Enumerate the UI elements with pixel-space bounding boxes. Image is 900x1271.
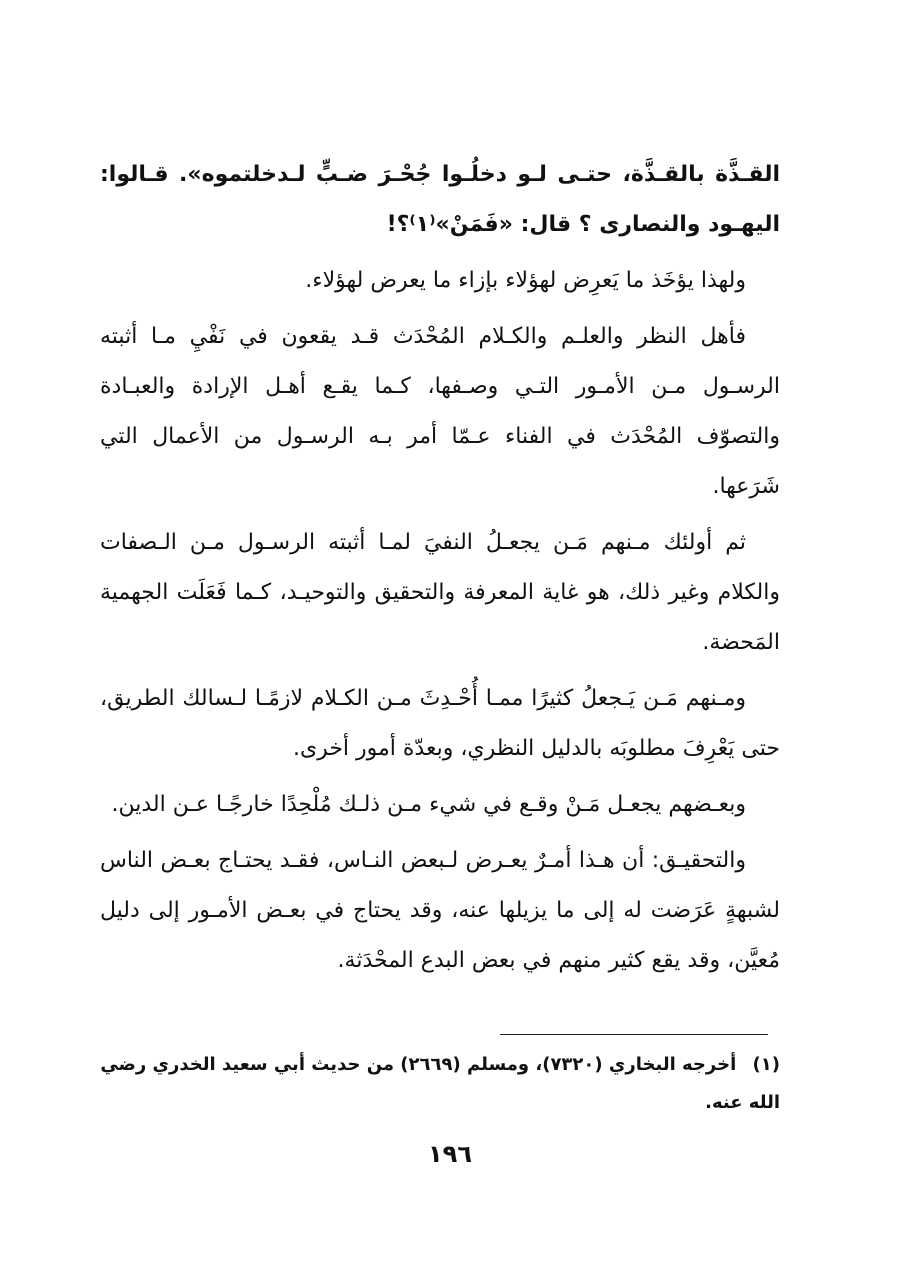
footnote xyxy=(100,1046,780,1122)
main-text xyxy=(100,150,780,992)
paragraph-5: ومـنهم مَـن يَـجعلُ كثيرًا ممـا أُحْـدِثَ مـن الكـلام لازمًـا لـسالك الطريق، حتى يَعْرِفَ مطلوبَه بالدليل النظري، وبعدّة أمور أخرى. xyxy=(100,686,780,761)
footnote-divider xyxy=(500,1034,768,1035)
paragraph-6: وبعـضهم يجعـل مَـنْ وقـع في شيء مـن ذلـك مُلْحِدًا خارجًـا عـن الدين. xyxy=(111,792,746,817)
paragraph-7: والتحقيـق: أن هـذا أمـرٌ يعـرض لـبعض النـاس، فقـد يحتـاج بعـض الناس لشبهةٍ عَرَضت له إلى ما يزيلها عنه، وقد يحتاج في بعـض الأمـور إلى دليل مُعيَّن، وقد يقع كثير منهم في بعض البدع المحْدَثة. xyxy=(100,848,780,973)
paragraph-1: القـذَّة بالقـذَّة، حتـى لـو دخلُـوا جُحْـرَ ضـبٍّ لـدخلتموه». قـالوا: اليهـود والنصارى ؟ قال: «فَمَنْ»⁽١⁾؟! xyxy=(100,162,780,237)
page-number: ١٩٦ xyxy=(428,1140,472,1168)
paragraph-4: ثم أولئك مـنهم مَـن يجعـلُ النفيَ لمـا أثبته الرسـول مـن الـصفات والكلام وغير ذلك، هو غاية المعرفة والتحقيق والتوحيـد، كـما فَعَلَت الجهمية المَحضة. xyxy=(100,530,780,655)
paragraph-2: ولهذا يؤخَذ ما يَعرِض لهؤلاء بإزاء ما يعرض لهؤلاء. xyxy=(305,268,746,293)
paragraph-3: فأهل النظر والعلـم والكـلام المُحْدَث قـد يقعون في نَفْيِ مـا أثبته الرسـول مـن الأمـور التـي وصـفها، كـما يقـع أهـل الإرادة والعبـادة والتصوّف المُحْدَث في الفناء عـمّا أمر بـه الرسـول من الأعمال التي شَرَعها. xyxy=(100,324,780,499)
footnote-number: (١) xyxy=(752,1054,780,1075)
footnote-text: أخرجه البخاري (٧٣٢٠)، ومسلم (٢٦٦٩) من حديث أبي سعيد الخدري رضي الله عنه. xyxy=(100,1054,780,1113)
